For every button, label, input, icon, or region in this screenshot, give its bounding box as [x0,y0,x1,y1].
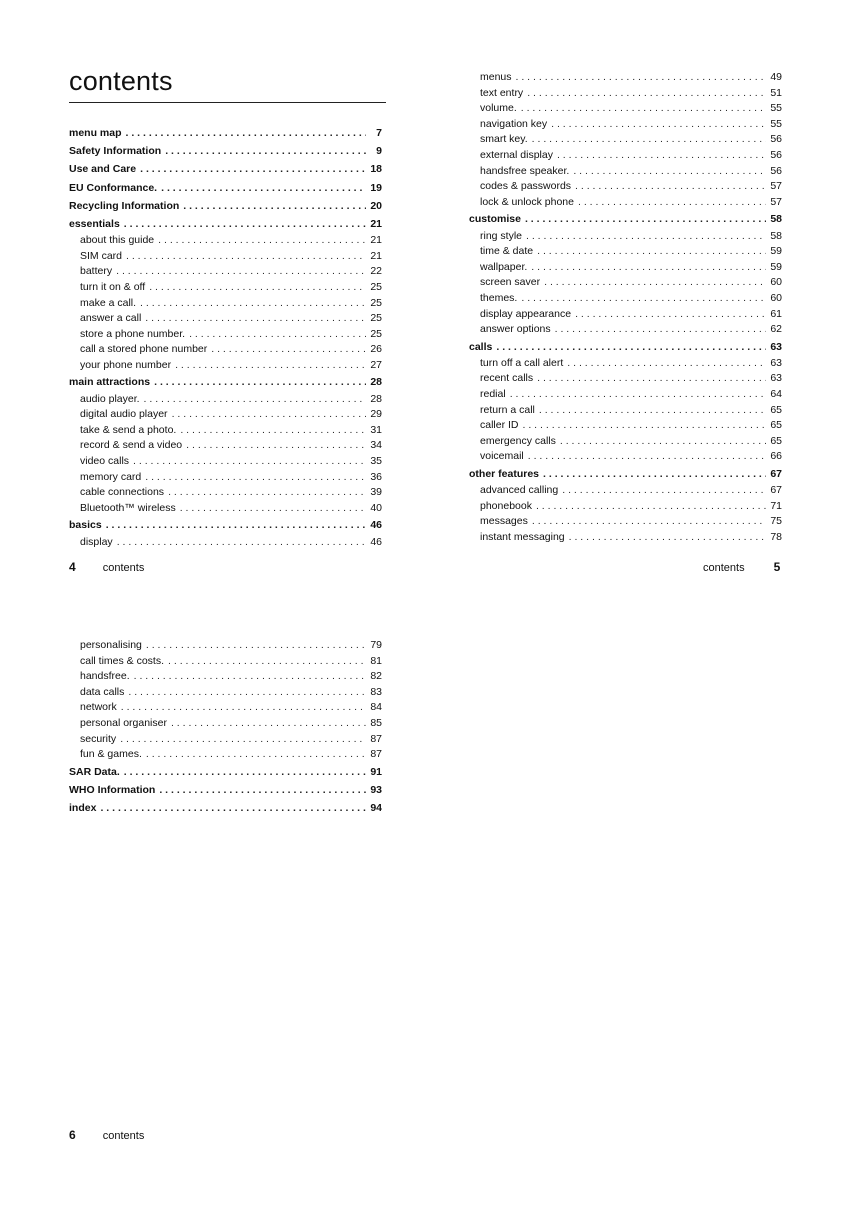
toc-entry-title: video calls [80,455,130,468]
toc-entry-title: about this guide [80,234,155,247]
toc-entry[interactable] [69,179,382,197]
toc-entry[interactable] [469,244,782,260]
toc-entry-title: calls [469,340,493,353]
toc-entry-title: WHO Information [69,783,156,796]
toc-entry[interactable] [469,229,782,245]
dot-leader [149,280,366,296]
dot-leader [168,485,366,501]
dot-leader [575,307,766,323]
dot-leader [128,685,366,701]
toc-entry[interactable] [69,438,382,454]
dot-leader [124,763,366,781]
toc-entry-title: EU Conformance. [69,181,158,194]
toc-entry-title: take & send a photo. [80,423,177,436]
toc-entry-title: security [80,732,117,745]
dot-leader [551,117,766,133]
toc-entry-page: 35 [370,455,382,468]
page-number: 6 [69,1128,76,1142]
toc-entry[interactable] [69,501,382,517]
dot-leader [183,197,366,215]
dot-leader [537,244,766,260]
toc-entry[interactable] [469,260,782,276]
toc-entry-page: 26 [370,343,382,356]
dot-leader [144,392,366,408]
dot-leader [145,470,366,486]
dot-leader [161,179,366,197]
toc-entry-page: 51 [770,86,782,99]
toc-entry-page: 66 [770,450,782,463]
toc-entry[interactable] [69,799,382,817]
toc-entry[interactable] [469,210,782,228]
toc-entry-title: themes. [480,291,518,304]
toc-entry-page: 79 [370,639,382,651]
dot-leader [567,356,766,372]
toc-entry[interactable] [69,716,382,732]
dot-leader [171,716,366,732]
toc-entry-page: 25 [370,327,382,340]
toc-entry-title: emergency calls [480,434,556,447]
toc-entry[interactable] [469,291,782,307]
dot-leader [133,454,366,470]
toc-entry-title: digital audio player [80,408,168,421]
toc-entry[interactable] [469,483,782,499]
dot-leader [544,275,766,291]
dot-leader [532,514,766,530]
toc-entry[interactable] [469,179,782,195]
footer-page-5 [703,560,780,575]
toc-entry-page: 58 [770,229,782,242]
toc-entry[interactable] [69,358,382,374]
toc-entry[interactable] [69,296,382,312]
toc-entry-page: 27 [370,358,382,371]
toc-entry[interactable] [69,423,382,439]
toc-entry-title: menu map [69,127,122,139]
toc-entry-page: 75 [770,515,782,528]
toc-entry[interactable] [469,387,782,403]
toc-entry-page: 63 [770,340,782,353]
toc-entry[interactable] [469,465,782,483]
toc-entry-page: 55 [770,102,782,115]
toc-entry[interactable] [469,418,782,434]
toc-entry-page: 83 [370,685,382,698]
page-number: 5 [773,560,781,574]
toc-entry-page: 55 [770,117,782,130]
toc-entry-title: answer options [480,323,551,336]
toc-entry-page: 67 [770,468,782,481]
toc-entry[interactable] [69,264,382,280]
toc-entry-title: screen saver [480,276,541,289]
toc-entry-title: personalising [80,639,142,651]
dot-leader [523,418,766,434]
dot-leader [106,516,366,534]
toc-entry-title: store a phone number. [80,327,186,340]
dot-leader [543,465,766,483]
toc-entry-title: memory card [80,470,142,483]
toc-entry-page: 84 [370,701,382,714]
toc-entry-title: cable connections [80,486,165,499]
dot-leader [578,195,766,211]
toc-entry[interactable] [69,249,382,265]
toc-entry-title: menus [480,71,512,83]
toc-entry[interactable] [69,535,382,551]
toc-entry-page: 25 [370,312,382,325]
toc-entry-title: Recycling Information [69,199,180,212]
toc-entry[interactable] [469,322,782,338]
toc-entry-title: smart key. [480,133,528,146]
toc-entry-title: codes & passwords [480,180,572,193]
toc-entry[interactable] [69,732,382,748]
dot-leader [532,132,766,148]
toc-entry-page: 9 [376,145,382,158]
toc-entry-page: 61 [770,307,782,320]
toc-entry-page: 65 [770,419,782,432]
toc-entry-page: 58 [770,213,782,226]
footer-label: contents [102,562,145,574]
toc-entry-page: 91 [370,765,382,778]
toc-entry[interactable] [69,407,382,423]
toc-entry[interactable] [69,342,382,358]
dot-leader [496,338,766,356]
dot-leader [557,148,766,164]
toc-entry-page: 28 [370,376,382,389]
toc-entry-page: 31 [370,423,382,436]
toc-entry-page: 63 [770,372,782,385]
dot-leader [126,124,366,142]
toc-entry[interactable] [69,700,382,716]
toc-entry-page: 40 [370,501,382,514]
dot-leader [124,215,366,233]
toc-entry-title: return a call [480,403,535,416]
toc-entry-title: wallpaper. [480,260,528,273]
toc-entry-title: handsfree. [80,670,130,683]
dot-leader [116,264,366,280]
dot-leader [539,403,766,419]
toc-entry-title: volume. [480,102,517,115]
toc-entry[interactable] [69,516,382,534]
toc-entry-title: make a call. [80,296,137,309]
toc-entry[interactable] [469,434,782,450]
toc-entry-title: network [80,701,117,714]
toc-entry-title: handsfree speaker. [480,164,570,177]
toc-entry-title: battery [80,265,113,278]
toc-entry-page: 56 [770,133,782,146]
toc-entry[interactable] [69,470,382,486]
toc-entry[interactable] [469,195,782,211]
toc-entry[interactable] [69,781,382,799]
dot-leader [175,358,366,374]
toc-column-page6 [69,638,382,817]
toc-entry-page: 60 [770,291,782,304]
toc-entry[interactable] [469,338,782,356]
dot-leader [140,160,366,178]
dot-leader [154,373,366,391]
toc-entry[interactable] [469,403,782,419]
dot-leader [555,322,766,338]
toc-entry[interactable] [69,197,382,215]
toc-entry[interactable] [69,373,382,391]
toc-entry[interactable] [469,275,782,291]
toc-entry[interactable] [469,499,782,515]
toc-entry-page: 21 [370,217,382,230]
toc-entry-title: turn off a call alert [480,356,564,369]
dot-leader [159,781,366,799]
toc-entry-page: 67 [770,484,782,497]
toc-entry[interactable] [69,142,382,160]
footer-page-6 [69,1128,144,1143]
toc-entry-title: caller ID [480,419,519,432]
toc-entry-page: 46 [370,519,382,532]
dot-leader [521,291,766,307]
toc-entry-page: 7 [376,127,382,139]
toc-entry-page: 65 [770,403,782,416]
toc-entry-title: other features [469,468,540,481]
page-title: contents [69,66,386,103]
toc-entry[interactable] [69,685,382,701]
toc-entry-title: index [69,802,97,815]
toc-entry[interactable] [69,669,382,685]
toc-entry-page: 71 [770,499,782,512]
dot-leader [575,179,766,195]
toc-entry[interactable] [469,117,782,133]
toc-entry[interactable] [469,164,782,180]
dot-leader [536,499,766,515]
toc-entry-page: 56 [770,164,782,177]
dot-leader [573,164,766,180]
toc-entry-page: 25 [370,280,382,293]
toc-entry-page: 56 [770,148,782,161]
toc-entry-page: 64 [770,388,782,401]
toc-entry-title: SAR Data. [69,765,120,778]
dot-leader [560,434,766,450]
toc-entry-title: advanced calling [480,484,559,497]
toc-entry-title: display appearance [480,307,572,320]
dot-leader [146,747,366,763]
toc-entry-page: 36 [370,470,382,483]
dot-leader [180,423,366,439]
dot-leader [120,732,366,748]
toc-entry[interactable] [69,215,382,233]
toc-entry-page: 57 [770,195,782,208]
toc-entry-title: data calls [80,685,125,698]
toc-entry[interactable] [469,530,782,546]
dot-leader [525,210,766,228]
toc-entry[interactable] [469,86,782,102]
toc-entry-title: messages [480,515,528,528]
footer-label: contents [703,562,745,574]
toc-entry-page: 59 [770,260,782,273]
toc-entry-page: 60 [770,276,782,289]
toc-entry[interactable] [469,449,782,465]
toc-entry-page: 93 [370,783,382,796]
toc-entry-page: 49 [770,71,782,83]
toc-entry-page: 62 [770,323,782,336]
toc-entry-page: 87 [370,732,382,745]
toc-entry-title: turn it on & off [80,280,146,293]
dot-leader [165,142,366,160]
toc-entry-page: 63 [770,356,782,369]
toc-entry-title: ring style [480,229,523,242]
toc-entry-title: customise [469,213,521,226]
dot-leader [537,371,766,387]
toc-entry-page: 46 [370,535,382,548]
toc-entry-title: basics [69,519,102,532]
toc-entry-title: answer a call [80,312,142,325]
toc-column-right [469,70,782,546]
toc-entry-title: voicemail [480,450,524,463]
toc-entry[interactable] [69,485,382,501]
toc-entry-page: 21 [370,249,382,262]
toc-entry-page: 57 [770,180,782,193]
toc-entry[interactable] [69,311,382,327]
toc-entry-title: audio player. [80,392,140,405]
footer-page-4 [69,560,144,575]
toc-entry[interactable] [469,514,782,530]
toc-entry-page: 39 [370,486,382,499]
toc-entry-title: display [80,535,113,548]
toc-entry-title: main attractions [69,376,151,389]
toc-entry-page: 65 [770,434,782,447]
toc-entry-title: text entry [480,86,524,99]
dot-leader [186,438,366,454]
dot-leader [510,387,766,403]
toc-entry-page: 59 [770,245,782,258]
dot-leader [526,229,766,245]
dot-leader [527,86,766,102]
toc-entry[interactable] [469,307,782,323]
dot-leader [168,654,366,670]
toc-entry-title: Use and Care [69,163,137,176]
toc-entry[interactable] [69,654,382,670]
dot-leader [100,799,366,817]
toc-entry-page: 18 [370,163,382,176]
dot-leader [562,483,766,499]
dot-leader [117,535,366,551]
toc-entry[interactable] [469,148,782,164]
page-number: 4 [69,560,76,574]
toc-entry-page: 78 [770,531,782,543]
toc-entry-title: external display [480,148,553,161]
toc-entry-title: SIM card [80,249,123,262]
toc-entry-page: 21 [370,234,382,247]
dot-leader [531,260,766,276]
toc-entry-title: personal organiser [80,716,167,729]
toc-entry[interactable] [69,280,382,296]
dot-leader [180,501,366,517]
toc-entry[interactable] [69,763,382,781]
toc-entry[interactable] [69,747,382,763]
dot-leader [521,101,766,117]
dot-leader [140,296,366,312]
toc-entry-title: time & date [480,245,534,258]
dot-leader [211,342,366,358]
toc-entry[interactable] [469,70,782,86]
dot-leader [189,327,366,343]
toc-entry[interactable] [69,638,382,654]
toc-entry-page: 82 [370,670,382,683]
toc-entry-title: Safety Information [69,145,162,158]
toc-entry[interactable] [69,233,382,249]
toc-entry-page: 20 [370,199,382,212]
dot-leader [528,449,766,465]
toc-entry-title: record & send a video [80,439,183,452]
toc-entry-page: 25 [370,296,382,309]
dot-leader [145,311,366,327]
toc-entry[interactable] [69,124,382,142]
toc-entry[interactable] [69,392,382,408]
dot-leader [134,669,366,685]
toc-entry-page: 22 [370,265,382,278]
dot-leader [569,530,766,546]
toc-entry[interactable] [469,101,782,117]
dot-leader [158,233,366,249]
toc-entry[interactable] [69,327,382,343]
toc-entry-title: recent calls [480,372,534,385]
toc-entry-page: 29 [370,408,382,421]
toc-entry-title: Bluetooth™ wireless [80,501,176,514]
toc-entry-page: 87 [370,748,382,761]
toc-entry[interactable] [469,356,782,372]
toc-entry-page: 81 [370,654,382,667]
dot-leader [126,249,366,265]
toc-entry-page: 19 [370,181,382,194]
toc-column-left [69,124,382,550]
dot-leader [146,638,366,654]
toc-entry[interactable] [69,454,382,470]
toc-entry-page: 94 [370,802,382,815]
toc-entry-title: lock & unlock phone [480,195,574,208]
toc-entry-title: phonebook [480,499,532,512]
toc-entry-title: instant messaging [480,531,565,543]
toc-entry-title: call times & costs. [80,654,165,667]
footer-label: contents [102,1130,145,1142]
toc-entry[interactable] [69,160,382,178]
toc-entry-page: 34 [370,439,382,452]
toc-entry-title: fun & games. [80,748,142,761]
toc-entry-title: your phone number [80,358,172,371]
toc-entry[interactable] [469,132,782,148]
toc-entry-title: essentials [69,217,120,230]
toc-entry-title: navigation key [480,117,548,130]
toc-entry-page: 28 [370,392,382,405]
toc-entry-page: 85 [370,716,382,729]
dot-leader [172,407,366,423]
dot-leader [516,70,766,86]
toc-entry-title: redial [480,388,506,401]
toc-entry-title: call a stored phone number [80,343,208,356]
dot-leader [121,700,366,716]
toc-entry[interactable] [469,371,782,387]
